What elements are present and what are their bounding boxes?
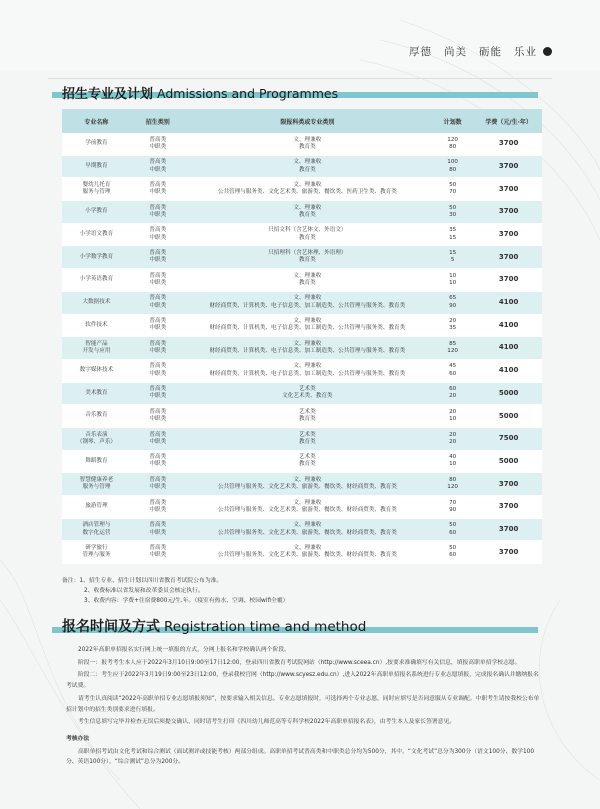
- cell-category: [131, 496, 185, 519]
- cell-subjects: [185, 155, 430, 178]
- cell-category: [131, 427, 185, 450]
- cell-subjects-text: 只招理科（含艺体理、外语理） 教育类: [268, 250, 347, 264]
- cell-fee: [475, 518, 542, 541]
- cell-subjects: [185, 291, 430, 314]
- cell-count-text: 35 15: [449, 227, 457, 241]
- cell-major-text: 智慧健康养老 服务与管理: [79, 476, 114, 491]
- table-row: [62, 405, 542, 428]
- cell-category-text: 普高类 中职类: [149, 499, 167, 513]
- slogan-word: 尚美: [444, 46, 467, 58]
- table-row: [62, 541, 542, 564]
- cell-major-text: 研学旅行 管理与服务: [82, 544, 111, 559]
- table-row: [62, 246, 542, 269]
- cell-major: [62, 496, 131, 519]
- cell-count-text: 20 35: [449, 318, 457, 332]
- cell-fee-text: 5000: [498, 388, 519, 397]
- registration-content: [66, 645, 544, 770]
- cell-subjects-text: 艺术类 文化艺术类、教育类: [282, 386, 333, 400]
- cell-category-text: 普高类 中职类: [149, 476, 167, 491]
- note-line: 备注：1、招生专业、招生计划以四川省教育考试院公布为准。: [62, 578, 223, 584]
- cell-count-text: 10 10: [449, 272, 457, 286]
- table-row: [62, 291, 542, 314]
- cell-count-text: 85 120: [447, 340, 458, 355]
- cell-major-text: 数字媒体技术: [79, 367, 114, 374]
- cell-category-text: 普高类 中职类: [149, 204, 167, 218]
- cell-fee-text: 5000: [498, 456, 519, 465]
- cell-category-text: 普高类 中职类: [149, 250, 167, 264]
- cell-fee: [475, 223, 542, 246]
- cell-fee-text: 3700: [498, 161, 519, 170]
- cell-subjects: [185, 314, 430, 337]
- section-title-en: Registration time and method: [164, 619, 367, 635]
- table-row: [62, 427, 542, 450]
- cell-category: [131, 314, 185, 337]
- cell-major: [62, 405, 131, 428]
- cell-category-text: 普高类 中职类: [149, 363, 167, 377]
- cell-subjects: [185, 223, 430, 246]
- cell-subjects: [185, 337, 430, 360]
- exam-method-title: 考核办法: [66, 736, 90, 743]
- cell-category-text: 普高类 中职类: [149, 318, 167, 332]
- cell-subjects-text: 文、理兼收 教育类: [293, 272, 322, 286]
- cell-count: [430, 473, 475, 496]
- black-dot-icon: [543, 47, 552, 56]
- cell-fee: [475, 269, 542, 292]
- cell-count: [430, 178, 475, 201]
- cell-count-text: 80 120: [447, 476, 458, 491]
- table-header-row: [62, 109, 542, 133]
- cell-category: [131, 405, 185, 428]
- cell-subjects: [185, 201, 430, 224]
- header-category: 招生类别: [131, 109, 185, 133]
- cell-subjects-text: 艺术类 教育类: [298, 408, 316, 423]
- cell-fee: [475, 314, 542, 337]
- cell-subjects-text: 文、理兼收 公共管理与服务类、文化艺术类、旅游类、餐饮类、财经商贸类、教育类: [217, 476, 397, 491]
- cell-category: [131, 382, 185, 405]
- header-fee: 学费（元/生·年）: [475, 109, 542, 133]
- section-title-admissions: [62, 83, 338, 102]
- cell-category-text: 普高类 中职类: [149, 431, 167, 445]
- cell-fee: [475, 359, 542, 382]
- cell-count-text: 40 10: [449, 454, 457, 468]
- cell-fee-text: 5000: [498, 411, 519, 420]
- cell-count-text: 65 90: [449, 295, 457, 309]
- cell-fee-text: 3700: [498, 230, 519, 239]
- page-header: [0, 0, 600, 70]
- cell-subjects: [185, 382, 430, 405]
- cell-subjects-text: 文、理兼收 教育类: [293, 159, 322, 173]
- cell-major-text: 大数据技术: [82, 299, 111, 306]
- cell-count-text: 15 5: [449, 250, 457, 264]
- cell-subjects: [185, 405, 430, 428]
- cell-category: [131, 269, 185, 292]
- table-row: [62, 269, 542, 292]
- paragraph: 高职单招考试由文化考试和综合测试（面试测评或技能考核）两部分组成。高职单招考试普高类和中职类总分均为500分，其中，“文化考试”总分为300分（语文100分、数学100分、英语100分），“综合测试”总分为200分。: [66, 748, 535, 766]
- paragraph: 阶段二：考生应于2022年3月19日9:00至23日12:00，登录我校官网（http://www.scyesz.edu.cn）,进入2022年高职单招报名系统进行专业志愿填报，完成报名确认并缴纳报名考试费。: [66, 672, 539, 690]
- cell-count: [430, 246, 475, 269]
- cell-subjects-text: 文、理兼收 公共管理与服务类、文化艺术类、旅游类、餐饮类、财经商贸类、教育类: [217, 544, 397, 559]
- cell-major-text: 旅游管理: [85, 503, 108, 510]
- section-title-registration: [62, 616, 366, 636]
- cell-count-text: 70 90: [449, 499, 457, 513]
- cell-fee-text: 7500: [498, 434, 519, 443]
- cell-major: [62, 155, 131, 178]
- header-divider: [48, 78, 552, 79]
- cell-count-text: 50 30: [449, 204, 457, 218]
- note-line: 3、收费内容：学费+住宿费800元/生.年。（寝室有热水、空调、校园wifi全覆）: [84, 598, 289, 605]
- cell-fee: [475, 133, 542, 155]
- table-row: [62, 178, 542, 201]
- cell-major-text: 小学英语教育: [79, 276, 114, 283]
- cell-count: [430, 291, 475, 314]
- cell-fee-text: 4100: [498, 366, 519, 375]
- cell-count: [430, 337, 475, 360]
- cell-category: [131, 541, 185, 564]
- cell-subjects: [185, 269, 430, 292]
- cell-subjects-text: 艺术类 教育类: [298, 454, 316, 468]
- cell-count: [430, 314, 475, 337]
- cell-count-text: 60 20: [449, 386, 457, 400]
- cell-category: [131, 133, 185, 155]
- cell-category-text: 普高类 中职类: [149, 159, 167, 173]
- cell-category: [131, 223, 185, 246]
- cell-subjects-text: 文、理兼收 财经商贸类、计算机类、电子信息类、加工制造类、公共管理与服务类、教育类: [209, 340, 406, 355]
- cell-fee: [475, 155, 542, 178]
- cell-fee-text: 4100: [498, 343, 519, 352]
- admissions-table: [62, 109, 542, 564]
- table-notes: [62, 576, 288, 606]
- cell-fee-text: 3700: [498, 139, 519, 148]
- cell-count: [430, 269, 475, 292]
- cell-fee: [475, 450, 542, 473]
- cell-fee: [475, 291, 542, 314]
- cell-fee-text: 3700: [498, 479, 519, 488]
- slogan-word: 乐业: [514, 46, 537, 58]
- cell-category: [131, 359, 185, 382]
- cell-count: [430, 359, 475, 382]
- table-row: [62, 223, 542, 246]
- cell-category: [131, 450, 185, 473]
- cell-category-text: 普高类 中职类: [149, 227, 167, 241]
- cell-subjects-text: 文、理兼收 财经商贸类、计算机类、电子信息类、加工制造类、公共管理与服务类、教育类: [209, 318, 406, 332]
- cell-major-text: 音乐表演 （钢琴、声乐）: [76, 431, 117, 445]
- table-row: [62, 382, 542, 405]
- table-row: [62, 155, 542, 178]
- cell-major-text: 舞蹈教育: [85, 457, 108, 464]
- table-row: [62, 201, 542, 224]
- table-row: [62, 359, 542, 382]
- cell-major: [62, 314, 131, 337]
- note-line: 2、收费标准以省发展和改革委员会核定执行。: [84, 588, 204, 595]
- cell-subjects: [185, 427, 430, 450]
- cell-subjects-text: 艺术类 教育类: [298, 431, 316, 445]
- cell-major-text: 音乐教育: [85, 412, 108, 419]
- cell-fee-text: 3700: [498, 502, 519, 511]
- cell-fee-text: 3700: [498, 275, 519, 284]
- cell-major-text: 学前教育: [85, 140, 108, 147]
- cell-category-text: 普高类 中职类: [149, 454, 167, 468]
- paragraph: 请考生认真阅读“2022年高职单招专业志愿填报须知”，按要求输入相关信息。专业志愿填报时，可选择两个专业志愿，同时应填写是否同意服从专业调配。中职考生请按我校公布单招计划中的招生类别要求进行填报。: [66, 695, 540, 713]
- cell-count-text: 20 10: [449, 408, 457, 423]
- cell-category: [131, 518, 185, 541]
- cell-subjects: [185, 178, 430, 201]
- cell-subjects-text: 文、理兼收 教育类: [293, 136, 322, 150]
- cell-major: [62, 291, 131, 314]
- table-row: [62, 133, 542, 155]
- cell-major-text: 婴幼儿托育 服务与管理: [82, 181, 111, 196]
- table-row: [62, 473, 542, 496]
- cell-fee: [475, 178, 542, 201]
- cell-fee-text: 3700: [498, 547, 519, 556]
- cell-count: [430, 382, 475, 405]
- paragraph: 2022年高职单招报名实行网上统一填报的方式，分网上报名和学校确认两个阶段。: [78, 647, 290, 653]
- cell-major-text: 早期教育: [85, 162, 108, 169]
- cell-subjects-text: 文、理兼收 财经商贸类、计算机类、电子信息类、加工制造类、公共管理与服务类、教育类: [209, 295, 406, 309]
- cell-count: [430, 518, 475, 541]
- cell-major-text: 酒店管理与 数字化运营: [82, 522, 111, 536]
- cell-subjects-text: 文、理兼收 公共管理与服务类、文化艺术类、旅游类、餐饮类、财经商贸类、教育类: [217, 522, 397, 536]
- cell-category: [131, 291, 185, 314]
- cell-category-text: 普高类 中职类: [149, 340, 167, 355]
- cell-fee: [475, 246, 542, 269]
- cell-subjects: [185, 133, 430, 155]
- cell-category: [131, 246, 185, 269]
- slogan-word: 砺能: [479, 46, 502, 58]
- cell-category-text: 普高类 中职类: [149, 295, 167, 309]
- cell-major: [62, 427, 131, 450]
- header-count: 计划数: [430, 109, 475, 133]
- cell-category-text: 普高类 中职类: [149, 522, 167, 536]
- table-row: [62, 337, 542, 360]
- cell-major: [62, 450, 131, 473]
- cell-count: [430, 496, 475, 519]
- cell-subjects: [185, 450, 430, 473]
- cell-major-text: 小学教育: [85, 208, 108, 215]
- cell-count-text: 50 60: [449, 544, 457, 559]
- paragraph: 阶段一：报考考生本人应于2022年3月10日9:00至17日12:00，登录四川省教育考试院网站（http://www.sceea.cn）,按要求准确填写有关信息，填报高职单招学校志愿。: [78, 659, 521, 666]
- cell-category: [131, 201, 185, 224]
- cell-fee: [475, 405, 542, 428]
- cell-major-text: 智能产品 开发与应用: [82, 340, 111, 355]
- cell-count-text: 50 70: [449, 181, 457, 196]
- section-title-cn: 招生专业及计划: [62, 87, 154, 102]
- cell-subjects-text: 文、理兼收 公共管理与服务类、文化艺术类、旅游类、餐饮类、医药卫生类、教育类: [217, 181, 397, 196]
- cell-subjects-text: 只招文科（含艺体文、外语文） 教育类: [268, 227, 347, 241]
- cell-subjects: [185, 246, 430, 269]
- cell-fee-text: 4100: [498, 320, 519, 329]
- cell-subjects-text: 文、理兼收 公共管理与服务类、文化艺术类、旅游类、餐饮类、财经商贸类、教育类: [217, 499, 397, 513]
- cell-count: [430, 223, 475, 246]
- cell-subjects-text: 文、理兼收 教育类: [293, 204, 322, 218]
- cell-fee-text: 3700: [498, 252, 519, 261]
- cell-fee: [475, 541, 542, 564]
- header-major: 专业名称: [62, 109, 131, 133]
- cell-fee: [475, 473, 542, 496]
- cell-major: [62, 541, 131, 564]
- section-title-cn: 报名时间及方式: [62, 619, 160, 635]
- cell-fee: [475, 496, 542, 519]
- cell-fee-text: 3700: [498, 184, 519, 193]
- cell-fee: [475, 427, 542, 450]
- cell-major: [62, 518, 131, 541]
- cell-count: [430, 201, 475, 224]
- cell-category-text: 普高类 中职类: [149, 386, 167, 400]
- cell-count: [430, 133, 475, 155]
- cell-subjects: [185, 541, 430, 564]
- cell-count-text: 120 80: [447, 136, 458, 150]
- cell-major-text: 小学语文教育: [79, 230, 114, 237]
- cell-major: [62, 473, 131, 496]
- cell-major-text: 小学数学教育: [79, 253, 114, 260]
- cell-subjects: [185, 359, 430, 382]
- cell-count: [430, 427, 475, 450]
- cell-count: [430, 450, 475, 473]
- cell-category: [131, 337, 185, 360]
- cell-fee-text: 3700: [498, 207, 519, 216]
- cell-major-text: 美术教育: [85, 389, 108, 396]
- table-row: [62, 518, 542, 541]
- cell-major: [62, 178, 131, 201]
- table-row: [62, 496, 542, 519]
- cell-fee-text: 4100: [498, 298, 519, 307]
- cell-count: [430, 541, 475, 564]
- cell-count-text: 20 20: [449, 431, 457, 445]
- cell-major: [62, 246, 131, 269]
- cell-count-text: 45 60: [449, 363, 457, 377]
- cell-major: [62, 201, 131, 224]
- cell-major: [62, 269, 131, 292]
- paragraph: 考生信息填写完毕并检查无误后须提交确认，同时请考生打印《四川幼儿师范高等专科学校2022年高职单招报名表》，由考生本人及家长签署意见。: [78, 719, 456, 726]
- cell-count-text: 100 80: [447, 159, 458, 173]
- cell-category-text: 普高类 中职类: [149, 272, 167, 286]
- section-title-en: Admissions and Programmes: [157, 86, 339, 101]
- cell-subjects: [185, 496, 430, 519]
- cell-subjects-text: 文、理兼收 财经商贸类、计算机类、电子信息类、加工制造类、公共管理与服务类、教育类: [209, 363, 406, 377]
- cell-fee: [475, 201, 542, 224]
- cell-major-text: 软件技术: [85, 321, 108, 328]
- cell-category-text: 普高类 中职类: [149, 408, 167, 423]
- admissions-table-body: [62, 133, 542, 564]
- cell-subjects: [185, 518, 430, 541]
- cell-category: [131, 178, 185, 201]
- cell-category-text: 普高类 中职类: [149, 181, 167, 196]
- school-slogan: [409, 44, 552, 59]
- cell-major: [62, 337, 131, 360]
- table-row: [62, 450, 542, 473]
- header-subjects: 限报科类或专业类别: [185, 109, 430, 133]
- cell-category: [131, 155, 185, 178]
- cell-major: [62, 133, 131, 155]
- cell-category-text: 普高类 中职类: [149, 136, 167, 150]
- cell-major: [62, 382, 131, 405]
- cell-category: [131, 473, 185, 496]
- cell-subjects: [185, 473, 430, 496]
- cell-count: [430, 155, 475, 178]
- table-row: [62, 314, 542, 337]
- cell-major: [62, 359, 131, 382]
- cell-category-text: 普高类 中职类: [149, 544, 167, 559]
- cell-count-text: 50 60: [449, 522, 457, 536]
- cell-count: [430, 405, 475, 428]
- cell-fee: [475, 382, 542, 405]
- slogan-word: 厚德: [409, 46, 432, 58]
- cell-major: [62, 223, 131, 246]
- cell-fee-text: 3700: [498, 524, 519, 533]
- cell-fee: [475, 337, 542, 360]
